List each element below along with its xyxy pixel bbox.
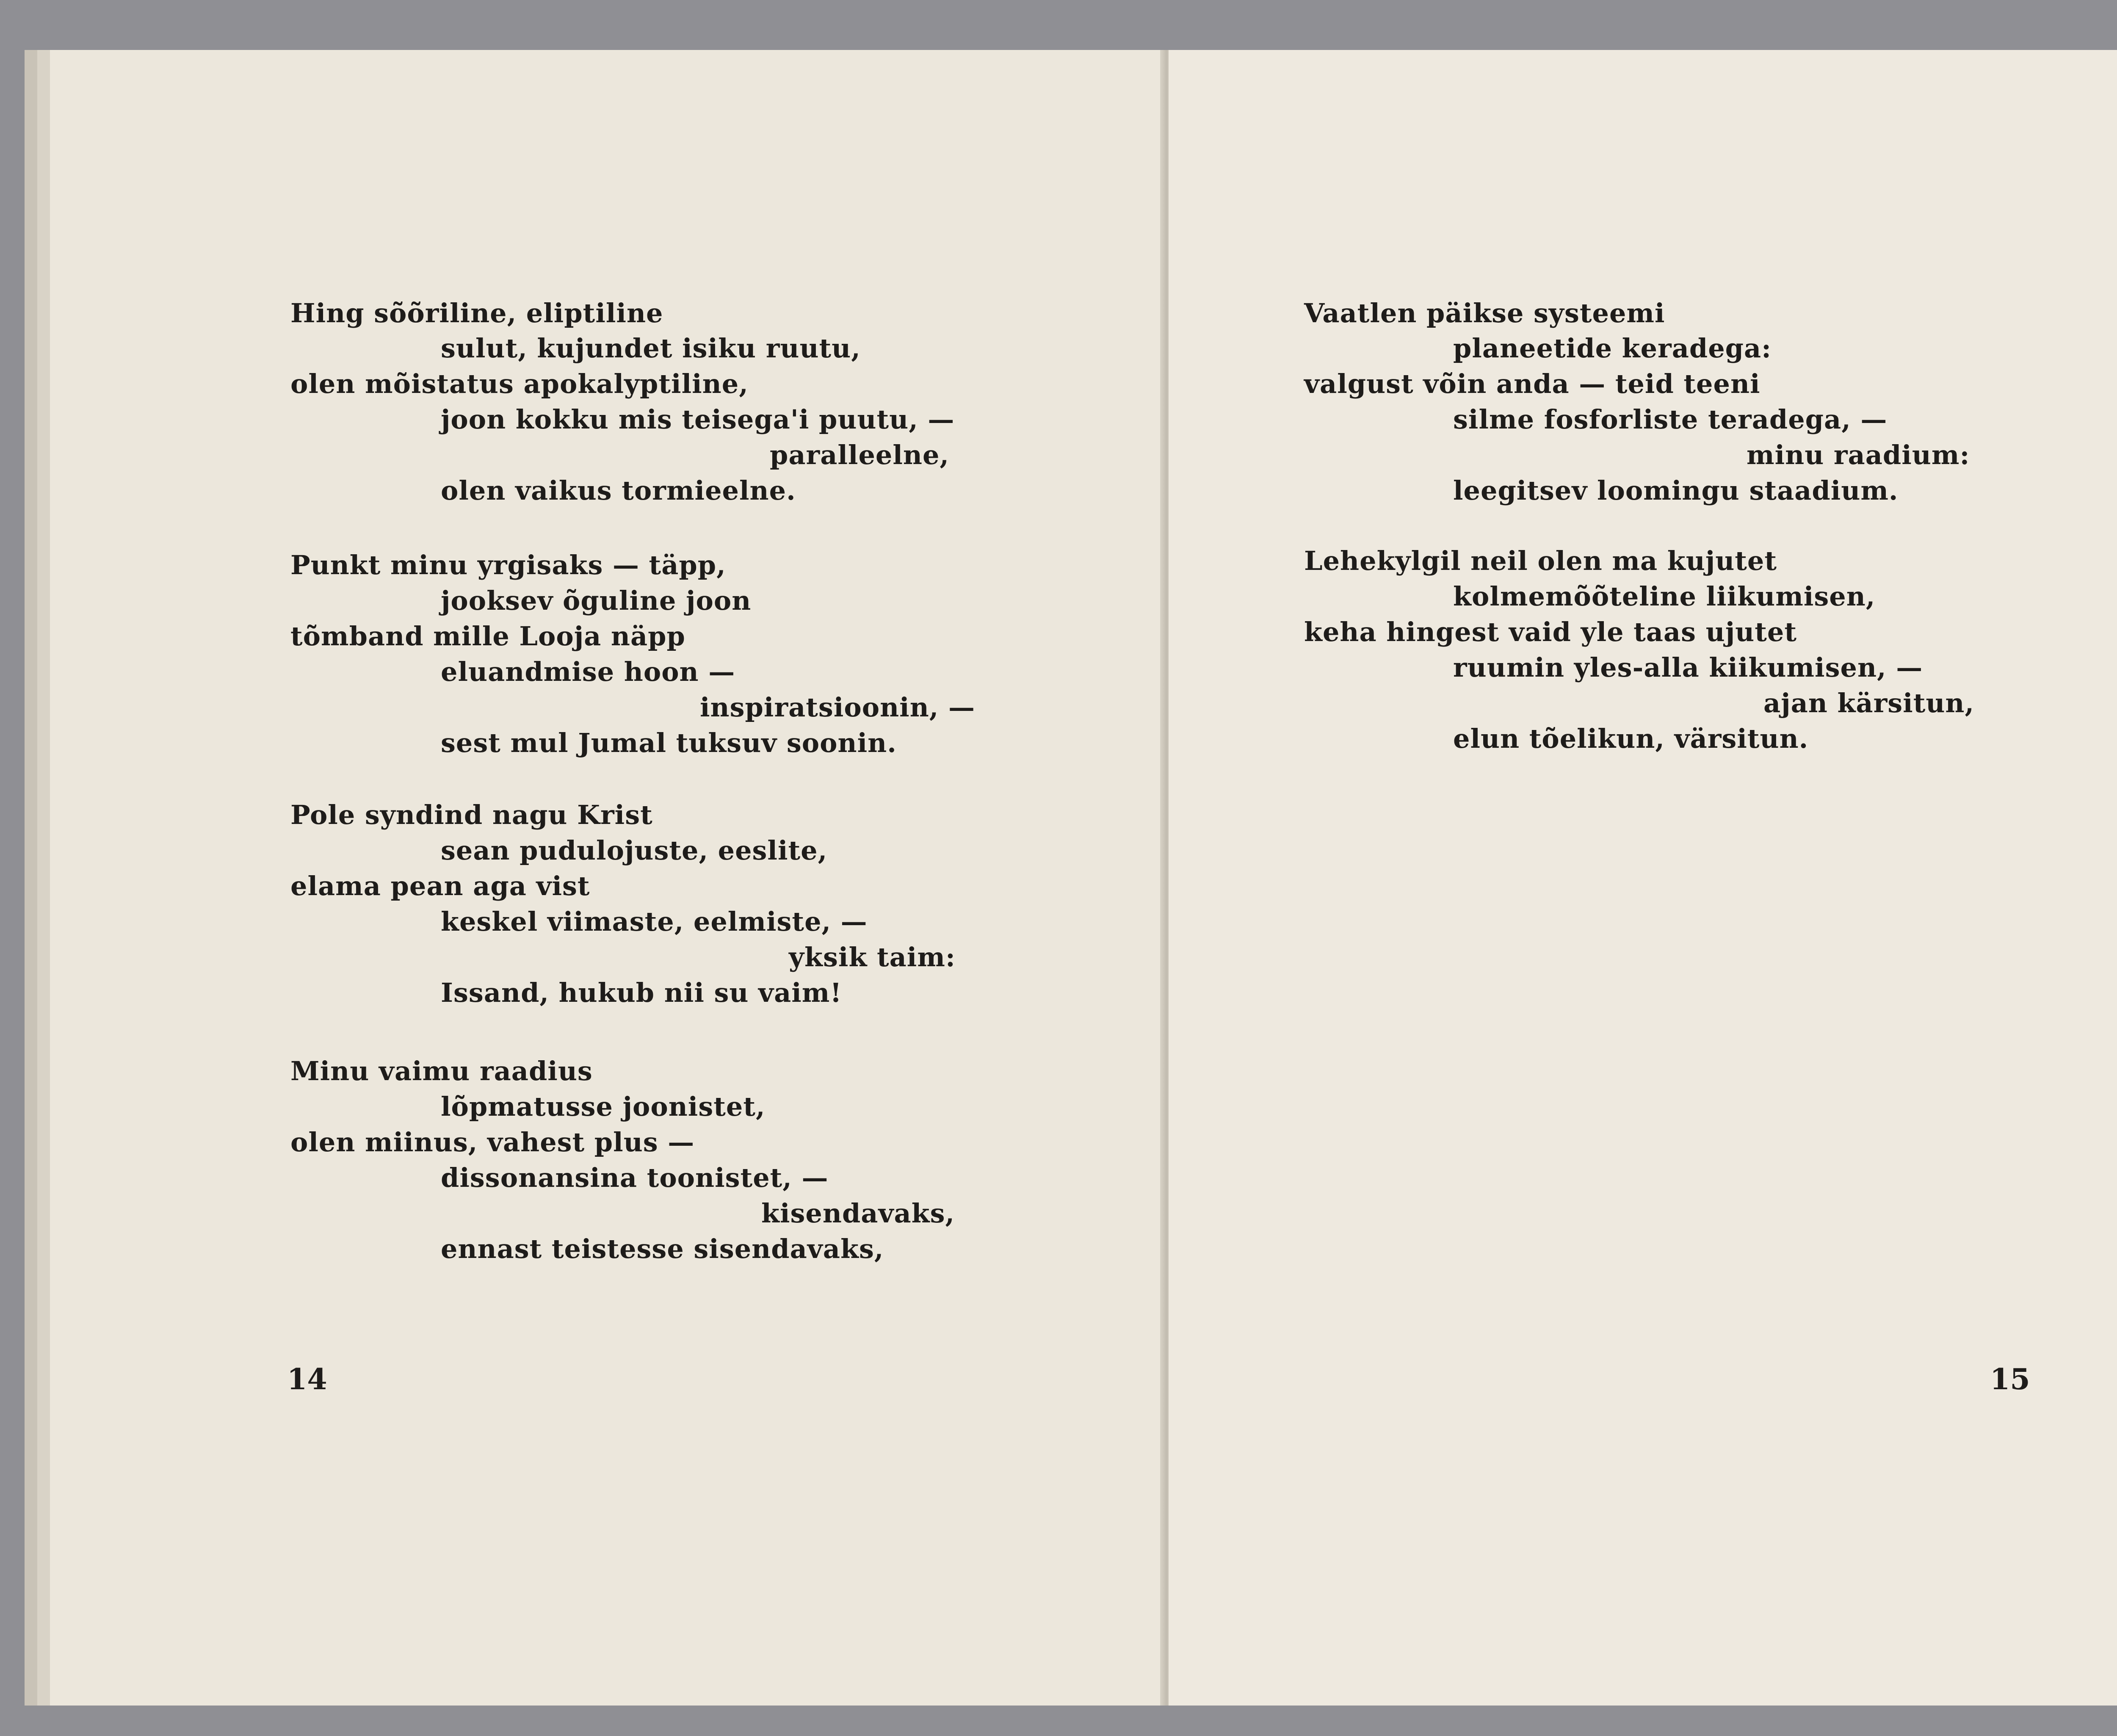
right-page xyxy=(1169,50,2117,1706)
poem-line: Punkt minu yrgisaks — täpp, xyxy=(290,550,726,581)
poem-line: olen mõistatus apokalyptiline, xyxy=(290,368,749,399)
poem-line: ennast teistesse sisendavaks, xyxy=(441,1233,884,1264)
poem-line: sest mul Jumal tuksuv soonin. xyxy=(441,727,897,758)
poem-line: eluandmise hoon — xyxy=(441,656,735,687)
poem-line: minu raadium: xyxy=(1747,440,1970,470)
poem-line: lõpmatusse joonistet, xyxy=(441,1091,766,1122)
poem-line: planeetide keradega: xyxy=(1453,333,1772,364)
poem-line: ruumin yles-alla kiikumisen, — xyxy=(1453,652,1923,683)
poem-line: paralleelne, xyxy=(770,440,950,470)
poem-line: jooksev õguline joon xyxy=(441,585,752,616)
poem-line: keskel viimaste, eelmiste, — xyxy=(441,906,868,937)
poem-line: inspiratsioonin, — xyxy=(700,692,975,723)
poem-line: kolmemõõteline liikumisen, xyxy=(1453,581,1876,612)
poem-line: dissonansina toonistet, — xyxy=(441,1162,829,1193)
poem-line: silme fosforliste teradega, — xyxy=(1453,404,1888,435)
poem-line: Vaatlen päikse systeemi xyxy=(1304,298,1665,329)
poem-line: leegitsev loomingu staadium. xyxy=(1453,475,1899,506)
poem-line: Lehekylgil neil olen ma kujutet xyxy=(1304,545,1777,576)
poem-line: elun tõelikun, värsitun. xyxy=(1453,723,1809,754)
poem-line: joon kokku mis teisega'i puutu, — xyxy=(441,404,955,435)
poem-line: tõmband mille Looja näpp xyxy=(290,621,685,652)
poem-line: ajan kärsitun, xyxy=(1763,688,1975,719)
poem-line: olen miinus, vahest plus — xyxy=(290,1127,695,1158)
page-number: 15 xyxy=(1990,1363,2030,1396)
poem-line: olen vaikus tormieelne. xyxy=(441,475,796,506)
page-number: 14 xyxy=(287,1363,327,1396)
poem-line: keha hingest vaid yle taas ujutet xyxy=(1304,616,1797,647)
poem-line: valgust võin anda — teid teeni xyxy=(1304,368,1760,399)
poem-line: sean pudulojuste, eeslite, xyxy=(441,835,828,866)
poem-line: kisendavaks, xyxy=(761,1198,955,1229)
poem-line: Hing sõõriline, eliptiline xyxy=(290,298,663,329)
poem-line: Minu vaimu raadius xyxy=(290,1056,593,1086)
poem-line: sulut, kujundet isiku ruutu, xyxy=(441,333,861,364)
left-page xyxy=(50,50,1164,1706)
poem-line: Issand, hukub nii su vaim! xyxy=(441,977,842,1008)
poem-line: yksik taim: xyxy=(789,942,956,973)
poem-line: Pole syndind nagu Krist xyxy=(290,799,653,830)
poem-line: elama pean aga vist xyxy=(290,871,590,901)
